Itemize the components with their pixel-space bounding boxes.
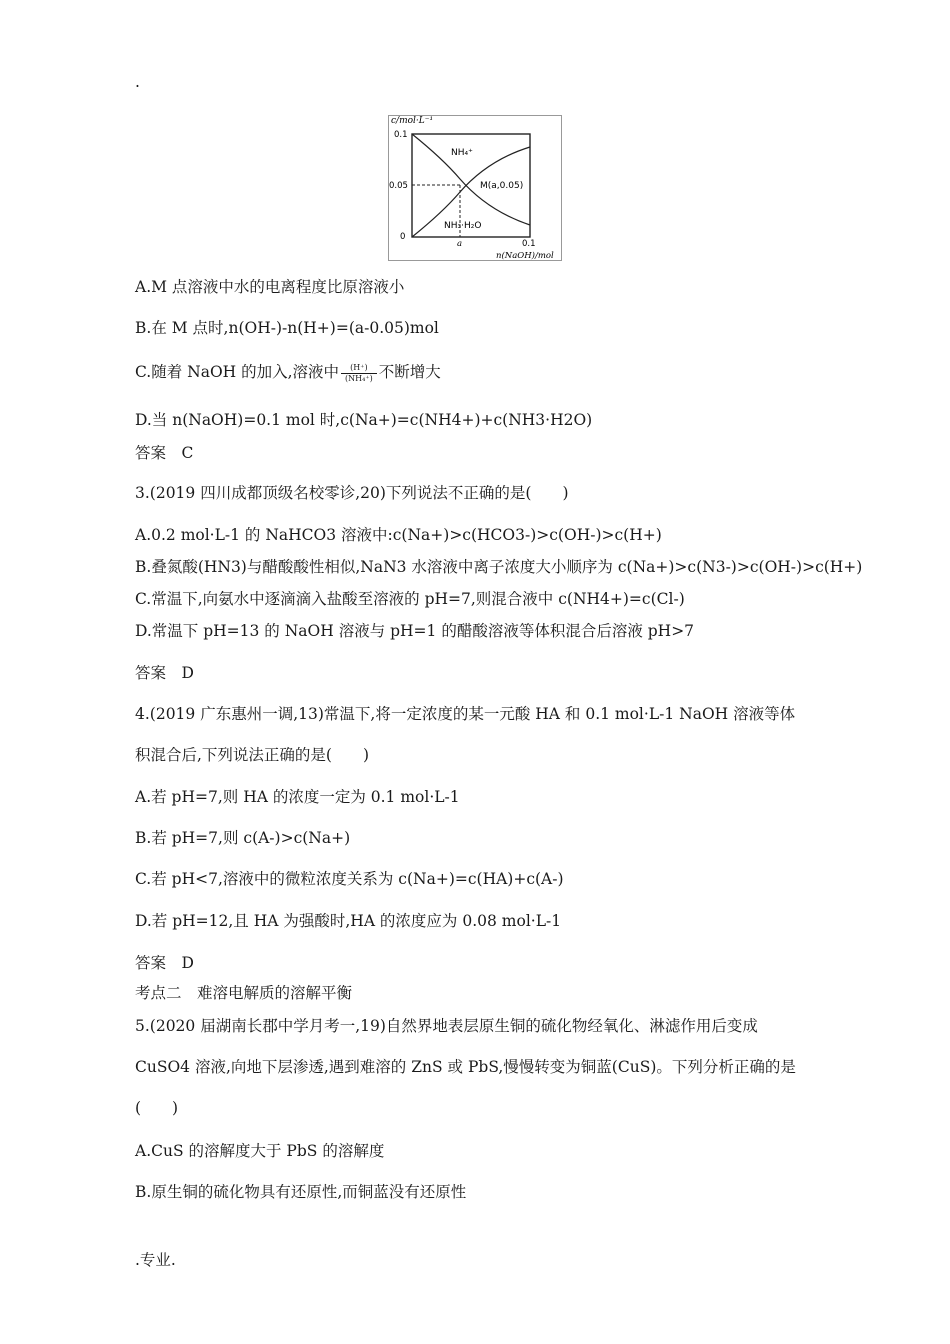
q3-option-b: B.叠氮酸(HN3)与醋酸酸性相似,NaN3 水溶液中离子浓度大小顺序为 c(Na+)>c(N3-)>c(OH-)>c(H+)	[135, 558, 863, 576]
q5-stem-line1: 5.(2020 届湖南长郡中学月考一,19)自然界地表层原生铜的硫化物经氧化、淋滤作用后变成	[135, 1017, 758, 1035]
y-axis-label: c/mol·L⁻¹	[391, 116, 434, 126]
q5-stem-line3: ( )	[135, 1099, 179, 1117]
q5-stem-line2: CuSO4 溶液,向地下层渗透,遇到难溶的 ZnS 或 PbS,慢慢转变为铜蓝(CuS)。下列分析正确的是	[135, 1058, 796, 1076]
q2-answer: 答案 C	[135, 444, 194, 462]
q4-option-b: B.若 pH=7,则 c(A-)>c(Na+)	[135, 829, 351, 847]
q3-stem: 3.(2019 四川成都顶级名校零诊,20)下列说法不正确的是( )	[135, 484, 569, 502]
q4-option-d: D.若 pH=12,且 HA 为强酸时,HA 的浓度应为 0.08 mol·L-1	[135, 912, 562, 930]
concentration-figure	[388, 115, 562, 261]
q2-option-c-post: 不断增大	[378, 363, 441, 381]
q4-stem-line2: 积混合后,下列说法正确的是( )	[135, 746, 370, 764]
q2-option-c	[135, 362, 441, 384]
x-tick-a: a	[457, 239, 463, 249]
nh3-label: NH₃·H₂O	[444, 221, 482, 231]
q3-option-d: D.常温下 pH=13 的 NaOH 溶液与 pH=1 的醋酸溶液等体积混合后溶液 pH>7	[135, 622, 695, 640]
point-m-label: M(a,0.05)	[480, 181, 524, 191]
concentration-chart	[388, 115, 562, 261]
x-tick-end: 0.1	[522, 239, 536, 249]
q2-fraction	[341, 363, 377, 384]
q2-fraction-num: (H⁺)	[341, 363, 377, 374]
q5-option-b: B.原生铜的硫化物具有还原性,而铜蓝没有还原性	[135, 1183, 467, 1201]
page-footer: .专业.	[135, 1251, 176, 1269]
q4-option-c: C.若 pH<7,溶液中的微粒浓度关系为 c(Na+)=c(HA)+c(A-)	[135, 870, 564, 888]
q2-option-b: B.在 M 点时,n(OH-)-n(H+)=(a-0.05)mol	[135, 319, 439, 337]
y-tick-zero: 0	[400, 232, 406, 242]
section-heading: 考点二 难溶电解质的溶解平衡	[135, 984, 353, 1002]
q3-option-c: C.常温下,向氨水中逐滴滴入盐酸至溶液的 pH=7,则混合液中 c(NH4+)=c(Cl-)	[135, 590, 685, 608]
q4-stem-line1: 4.(2019 广东惠州一调,13)常温下,将一定浓度的某一元酸 HA 和 0.1 mol·L-1 NaOH 溶液等体	[135, 705, 796, 723]
q2-option-c-pre: C.随着 NaOH 的加入,溶液中	[135, 363, 340, 381]
q3-answer: 答案 D	[135, 664, 194, 682]
q4-answer: 答案 D	[135, 954, 194, 972]
y-tick-mid: 0.05	[389, 181, 408, 191]
y-tick-top: 0.1	[394, 130, 408, 140]
q2-option-d: D.当 n(NaOH)=0.1 mol 时,c(Na+)=c(NH4+)+c(NH3·H2O)	[135, 411, 593, 429]
x-axis-label: n(NaOH)/mol	[496, 251, 554, 261]
nh4-label: NH₄⁺	[451, 148, 473, 158]
q2-fraction-den: (NH₄⁺)	[345, 373, 373, 383]
q3-option-a: A.0.2 mol·L-1 的 NaHCO3 溶液中:c(Na+)>c(HCO3-)>c(OH-)>c(H+)	[135, 526, 662, 544]
header-dot: .	[135, 73, 140, 91]
q5-option-a: A.CuS 的溶解度大于 PbS 的溶解度	[135, 1142, 385, 1160]
q4-option-a: A.若 pH=7,则 HA 的浓度一定为 0.1 mol·L-1	[135, 788, 460, 806]
q2-option-a: A.M 点溶液中水的电离程度比原溶液小	[135, 278, 405, 296]
